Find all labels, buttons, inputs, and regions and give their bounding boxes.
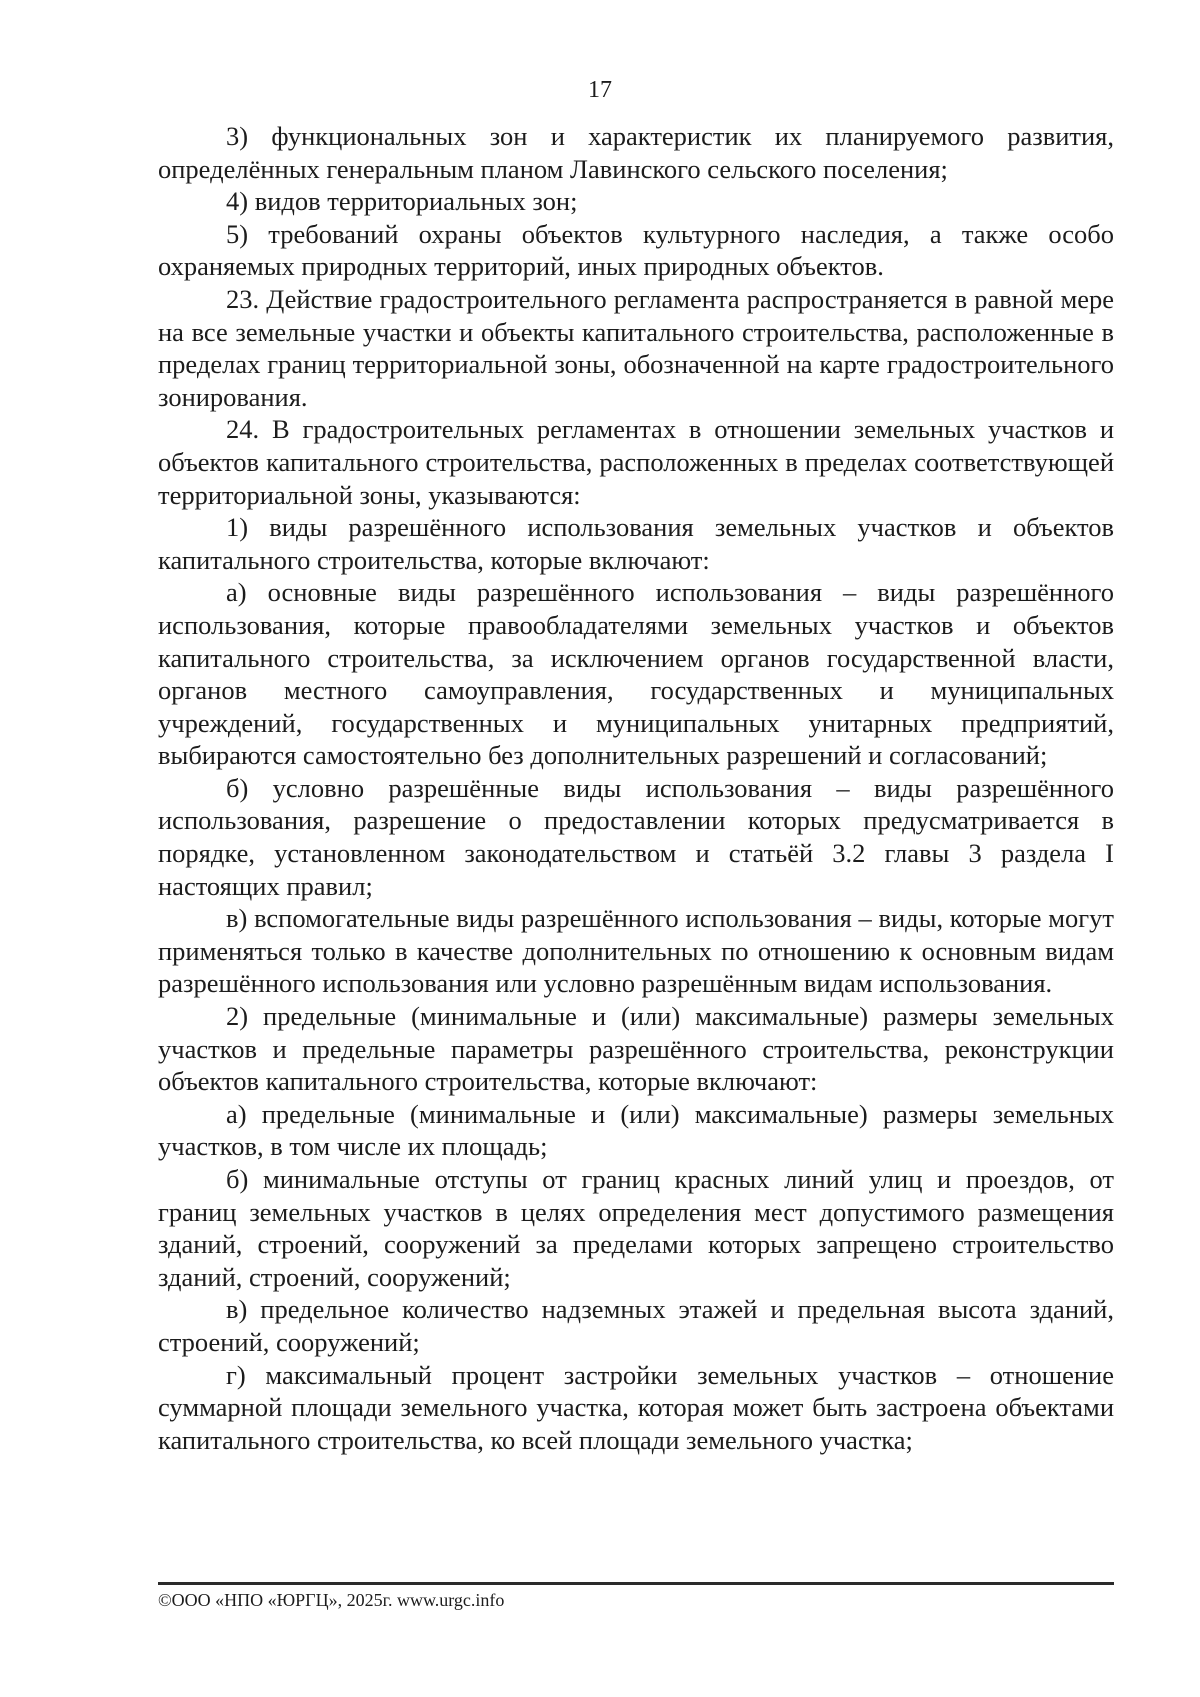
paragraph-subitem-a: а) основные виды разрешённого использования – виды разрешённого использования, которые правообладателями земельных участков и объектов капитального строительства, за исключением органов государственной власти, органов местного самоуправления, государственных и муниципальных учреждений, государственных и муниципальных унитарных предприятий, выбираются самостоятельно без дополнительных разрешений и согласований;: [158, 577, 1114, 771]
paragraph-clause-24: 24. В градостроительных регламентах в отношении земельных участков и объектов капитального строительства, расположенных в пределах соответствующей территориальной зоны, указываются:: [158, 414, 1114, 510]
paragraph-subitem-g: г) максимальный процент застройки земельных участков – отношение суммарной площади земельного участка, которая может быть застроена объектами капитального строительства, ко всей площади земельного участка;: [158, 1359, 1114, 1455]
paragraph-item-4: 4) видов территориальных зон;: [226, 186, 578, 217]
paragraph-subitem-b-2: б) минимальные отступы от границ красных линий улиц и проездов, от границ земельных участков в целях определения мест допустимого размещения зданий, строений, сооружений за пределами которых запрещено строительство зданий, строений, сооружений;: [158, 1164, 1114, 1292]
paragraph-subitem-v: в) вспомогательные виды разрешённого использования – виды, которые могут применяться только в качестве дополнительных по отношению к основным видам разрешённого использования или условно разрешённым видам использования.: [158, 903, 1114, 999]
paragraph-item-3: 3) функциональных зон и характеристик их планируемого развития, определённых генеральным планом Лавинского сельского поселения;: [158, 121, 1114, 184]
footer-copyright: ©ООО «НПО «ЮРГЦ», 2025г. www.urgc.info: [158, 1590, 505, 1610]
paragraph-item-1: 1) виды разрешённого использования земельных участков и объектов капитального строительства, которые включают:: [158, 512, 1114, 575]
paragraph-subitem-v-2: в) предельное количество надземных этажей и предельная высота зданий, строений, сооружений;: [158, 1294, 1114, 1357]
page-number: 17: [588, 77, 612, 103]
paragraph-subitem-a-2: а) предельные (минимальные и (или) максимальные) размеры земельных участков, в том числе их площадь;: [158, 1098, 1114, 1162]
footer-divider: [158, 1582, 1114, 1585]
paragraph-clause-23: 23. Действие градостроительного регламента распространяется в равной мере на все земельные участки и объекты капитального строительства, расположенные в пределах границ территориальной зоны, обозначенной на карте градостроительного зонирования.: [158, 283, 1114, 412]
paragraph-item-2: 2) предельные (минимальные и (или) максимальные) размеры земельных участков и предельные параметры разрешённого строительства, реконструкции объектов капитального строительства, которые включают:: [158, 1001, 1114, 1097]
document-body: [158, 120, 1114, 1456]
paragraph-subitem-b: б) условно разрешённые виды использования – виды разрешённого использования, разрешение о предоставлении которых предусматривается в порядке, установленном законодательством и статьёй 3.2 главы 3 раздела I настоящих правил;: [158, 772, 1114, 901]
paragraph-item-5: 5) требований охраны объектов культурного наследия, а также особо охраняемых природных территорий, иных природных объектов.: [158, 218, 1114, 282]
